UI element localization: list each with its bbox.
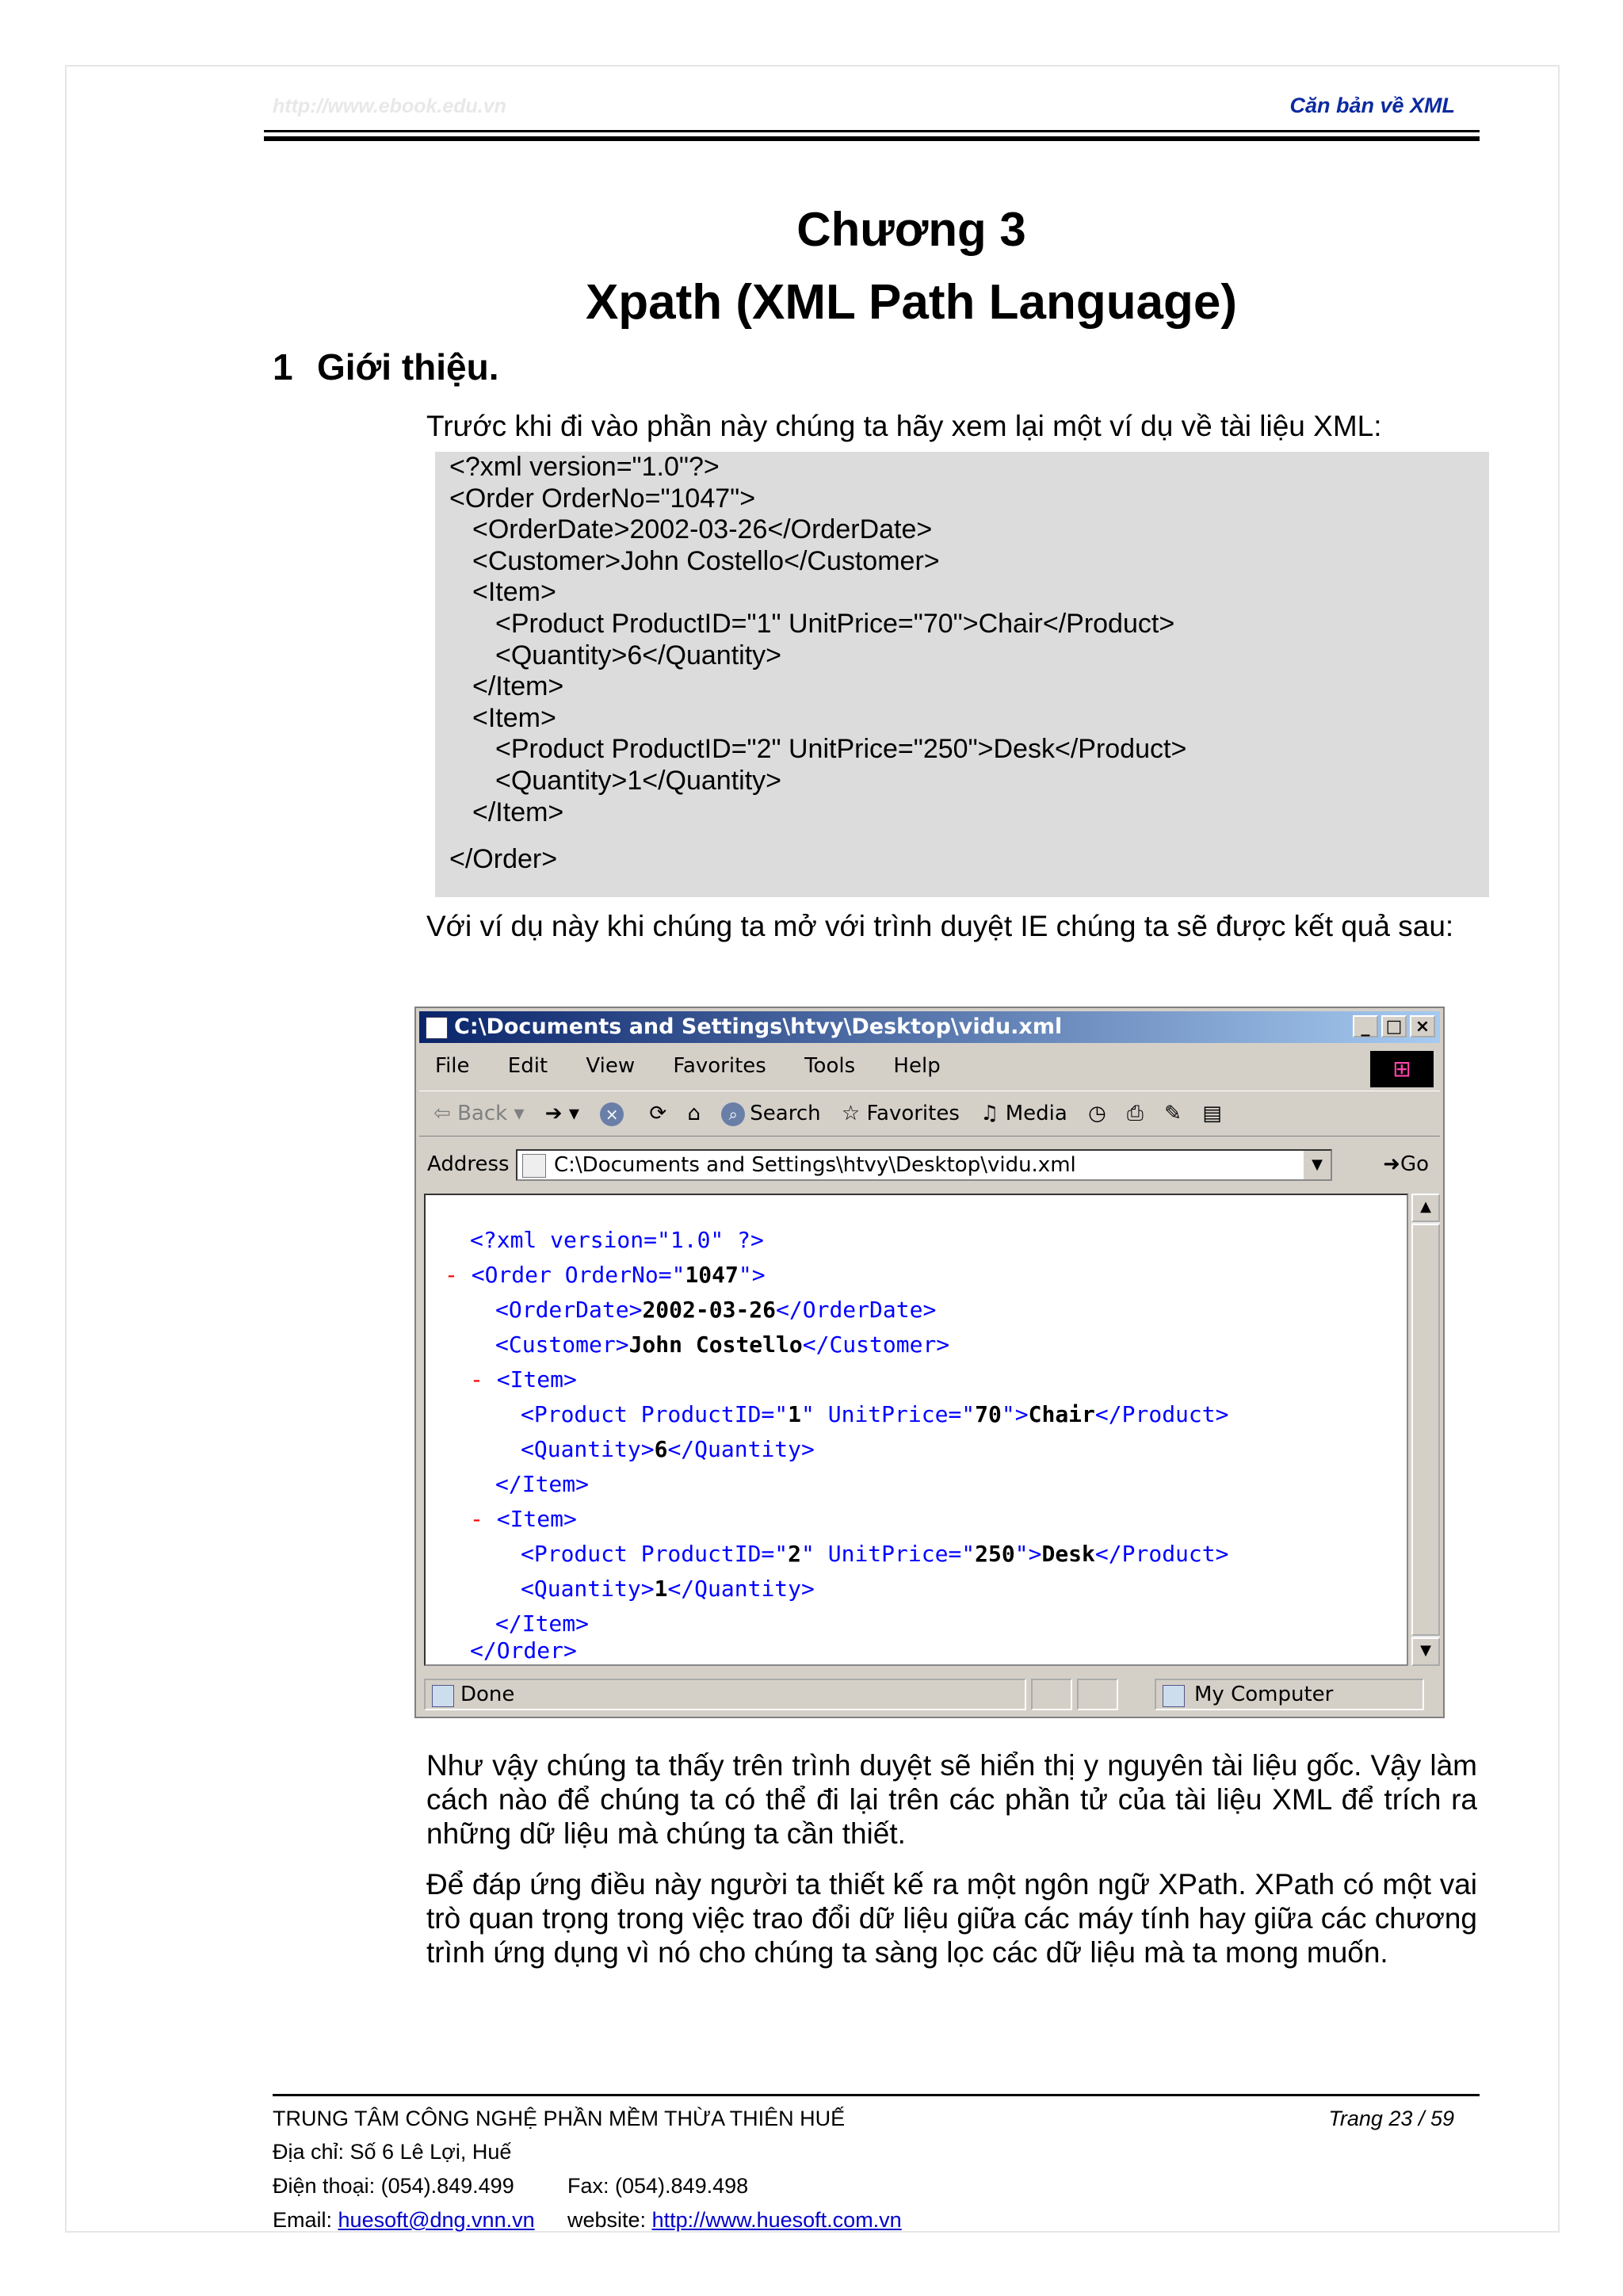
header-title: Căn bản về XML [1289,94,1455,117]
website-link[interactable]: http://www.huesoft.com.vn [651,2208,902,2232]
address-value: C:\Documents and Settings\htvy\Desktop\vidu.xml [554,1153,1076,1177]
edit-icon[interactable]: ✎ [1164,1102,1182,1125]
code-line: <Order OrderNo="1047"> [449,483,756,514]
menu-edit[interactable]: Edit [507,1054,548,1078]
code-line: <Product ProductID="1" UnitPrice="70">Chair</Product> [495,609,1175,639]
intro-paragraph: Trước khi đi vào phần này chúng ta hãy xem lại một ví dụ về tài liệu XML: [426,410,1382,442]
xml-item-close-line: </Item> [495,1471,590,1497]
header-url: http://www.ebook.edu.vn [273,95,506,117]
code-line: <Product ProductID="2" UnitPrice="250">Desk</Product> [495,734,1187,764]
footer-email: Email: huesoft@dng.vnn.vn [273,2208,535,2232]
code-block [435,452,1489,897]
menu-view[interactable]: View [586,1054,636,1078]
favorites-button[interactable]: ☆ Favorites [841,1102,960,1125]
page-number: Trang 23 / 59 [1328,2107,1454,2130]
section-heading [273,346,498,388]
refresh-icon[interactable]: ⟳ [649,1102,667,1125]
computer-icon [1163,1685,1185,1707]
windows-logo-icon: ⊞ [1370,1051,1434,1087]
scroll-up-icon[interactable]: ▲ [1411,1194,1440,1222]
xml-quantity-line: <Quantity>1</Quantity> [521,1576,815,1602]
menu-bar [419,1048,1440,1084]
code-line: <Item> [472,703,556,733]
forward-button[interactable]: ➔ ▾ [544,1102,579,1125]
footer-website: website: http://www.huesoft.com.vn [567,2208,902,2232]
vertical-scrollbar[interactable] [1411,1194,1440,1666]
xml-item-close-line: </Item> [495,1610,590,1637]
code-line: </Item> [472,797,564,827]
header-rule [264,130,1480,132]
code-line: </Item> [472,671,564,701]
code-line: </Order> [449,844,558,874]
address-bar [419,1143,1440,1186]
xml-order-close-line: </Order> [470,1637,577,1664]
home-icon[interactable]: ⌂ [687,1102,701,1125]
xml-customer-line: <Customer>John Costello</Customer> [495,1331,950,1358]
xml-decl-line: <?xml version="1.0" ?> [470,1227,764,1253]
xml-item-line: - <Item> [470,1366,577,1392]
xml-product-line: <Product ProductID="2" UnitPrice="250">Desk</Product> [521,1541,1229,1567]
page-icon [432,1685,454,1707]
search-button[interactable]: ⌕ Search [721,1091,820,1136]
paragraph-1: Như vậy chúng ta thấy trên trình duyệt sẽ hiển thị y nguyên tài liệu gốc. Vậy làm cách nào để chúng ta có thể đi lại trên các phần tử của tài liệu XML để trích ra những dữ liệu mà chúng ta cần thiết. [426,1749,1477,1850]
footer-address: Địa chỉ: Số 6 Lê Lợi, Huế [273,2140,512,2164]
xml-product-line: <Product ProductID="1" UnitPrice="70">Chair</Product> [521,1401,1229,1427]
window-title: C:\Documents and Settings\htvy\Desktop\vidu.xml [454,1014,1063,1039]
minimize-icon[interactable]: _ [1353,1015,1378,1037]
back-label: Back [457,1102,508,1125]
search-icon: ⌕ [721,1102,745,1126]
collapse-toggle[interactable]: - [445,1262,458,1288]
email-link[interactable]: huesoft@dng.vnn.vn [338,2208,535,2232]
menu-favorites[interactable]: Favorites [673,1054,766,1078]
collapse-toggle[interactable]: - [470,1506,483,1532]
paragraph-2: Để đáp ứng điều này người ta thiết kế ra một ngôn ngữ XPath. XPath có một vai trò quan trọng trong việc trao đổi dữ liệu giữa các máy tính hay giữa các chương trình ứng dụng vì nó cho chúng ta sàng lọc các dữ liệu mà ta mong muốn. [426,1868,1477,1969]
code-line: <?xml version="1.0"?> [449,452,720,482]
xml-file-icon [522,1154,546,1178]
close-icon[interactable]: × [1410,1015,1435,1037]
address-input[interactable] [516,1149,1332,1181]
status-cell [1077,1679,1118,1710]
footer-phone: Điện thoại: (054).849.499 [273,2174,514,2198]
code-line: <Customer>John Costello</Customer> [472,546,940,576]
xml-order-line: - <Order OrderNo="1047"> [445,1262,766,1288]
standard-toolbar [419,1091,1440,1137]
status-zone: My Computer [1155,1679,1424,1710]
scroll-down-icon[interactable]: ▼ [1411,1637,1440,1666]
scroll-thumb[interactable] [1411,1224,1440,1636]
chapter-number: Chương 3 [796,203,1026,256]
code-line: <Quantity>1</Quantity> [495,766,782,796]
code-line: <OrderDate>2002-03-26</OrderDate> [472,514,933,544]
back-button[interactable]: ⇦ Back ▾ [433,1102,525,1125]
xml-quantity-line: <Quantity>6</Quantity> [521,1436,815,1462]
footer-org: TRUNG TÂM CÔNG NGHỆ PHẦN MỀM THỪA THIÊN HUẾ [273,2107,846,2130]
collapse-toggle[interactable]: - [470,1366,483,1392]
discuss-icon[interactable]: ▤ [1202,1102,1222,1125]
xml-item-line: - <Item> [470,1506,577,1532]
history-icon[interactable]: ◷ [1088,1102,1106,1125]
section-number: 1 [273,346,293,388]
maximize-icon[interactable]: □ [1381,1015,1407,1037]
status-bar [419,1675,1440,1713]
footer-rule [273,2094,1480,2096]
header-rule-thick [264,136,1480,141]
window-controls [1350,1015,1435,1047]
ie-page-icon [426,1017,448,1039]
code-line: <Item> [472,577,556,607]
section-title: Giới thiệu. [317,346,499,388]
footer-fax: Fax: (054).849.498 [567,2174,749,2198]
chapter-title: Xpath (XML Path Language) [585,275,1238,330]
xml-orderdate-line: <OrderDate>2002-03-26</OrderDate> [495,1297,937,1323]
xml-view [424,1194,1408,1666]
browser-window [414,1007,1445,1718]
status-cell [1031,1679,1072,1710]
browser-titlebar [419,1011,1440,1043]
address-dropdown-icon[interactable]: ▼ [1302,1151,1331,1179]
stop-icon[interactable]: × [600,1091,628,1136]
code-line: <Quantity>6</Quantity> [495,640,782,670]
after-code-paragraph: Với ví dụ này khi chúng ta mở với trình duyệt IE chúng ta sẽ được kết quả sau: [426,910,1454,942]
status-done: Done [424,1679,1026,1710]
address-label: Address [427,1152,510,1176]
menu-help[interactable]: Help [893,1054,941,1078]
media-button[interactable]: ♫ Media [980,1102,1067,1125]
print-icon[interactable]: ⎙ [1127,1102,1144,1125]
go-button[interactable]: ➜Go [1383,1152,1429,1176]
menu-tools[interactable]: Tools [804,1054,856,1078]
menu-file[interactable]: File [435,1054,470,1078]
